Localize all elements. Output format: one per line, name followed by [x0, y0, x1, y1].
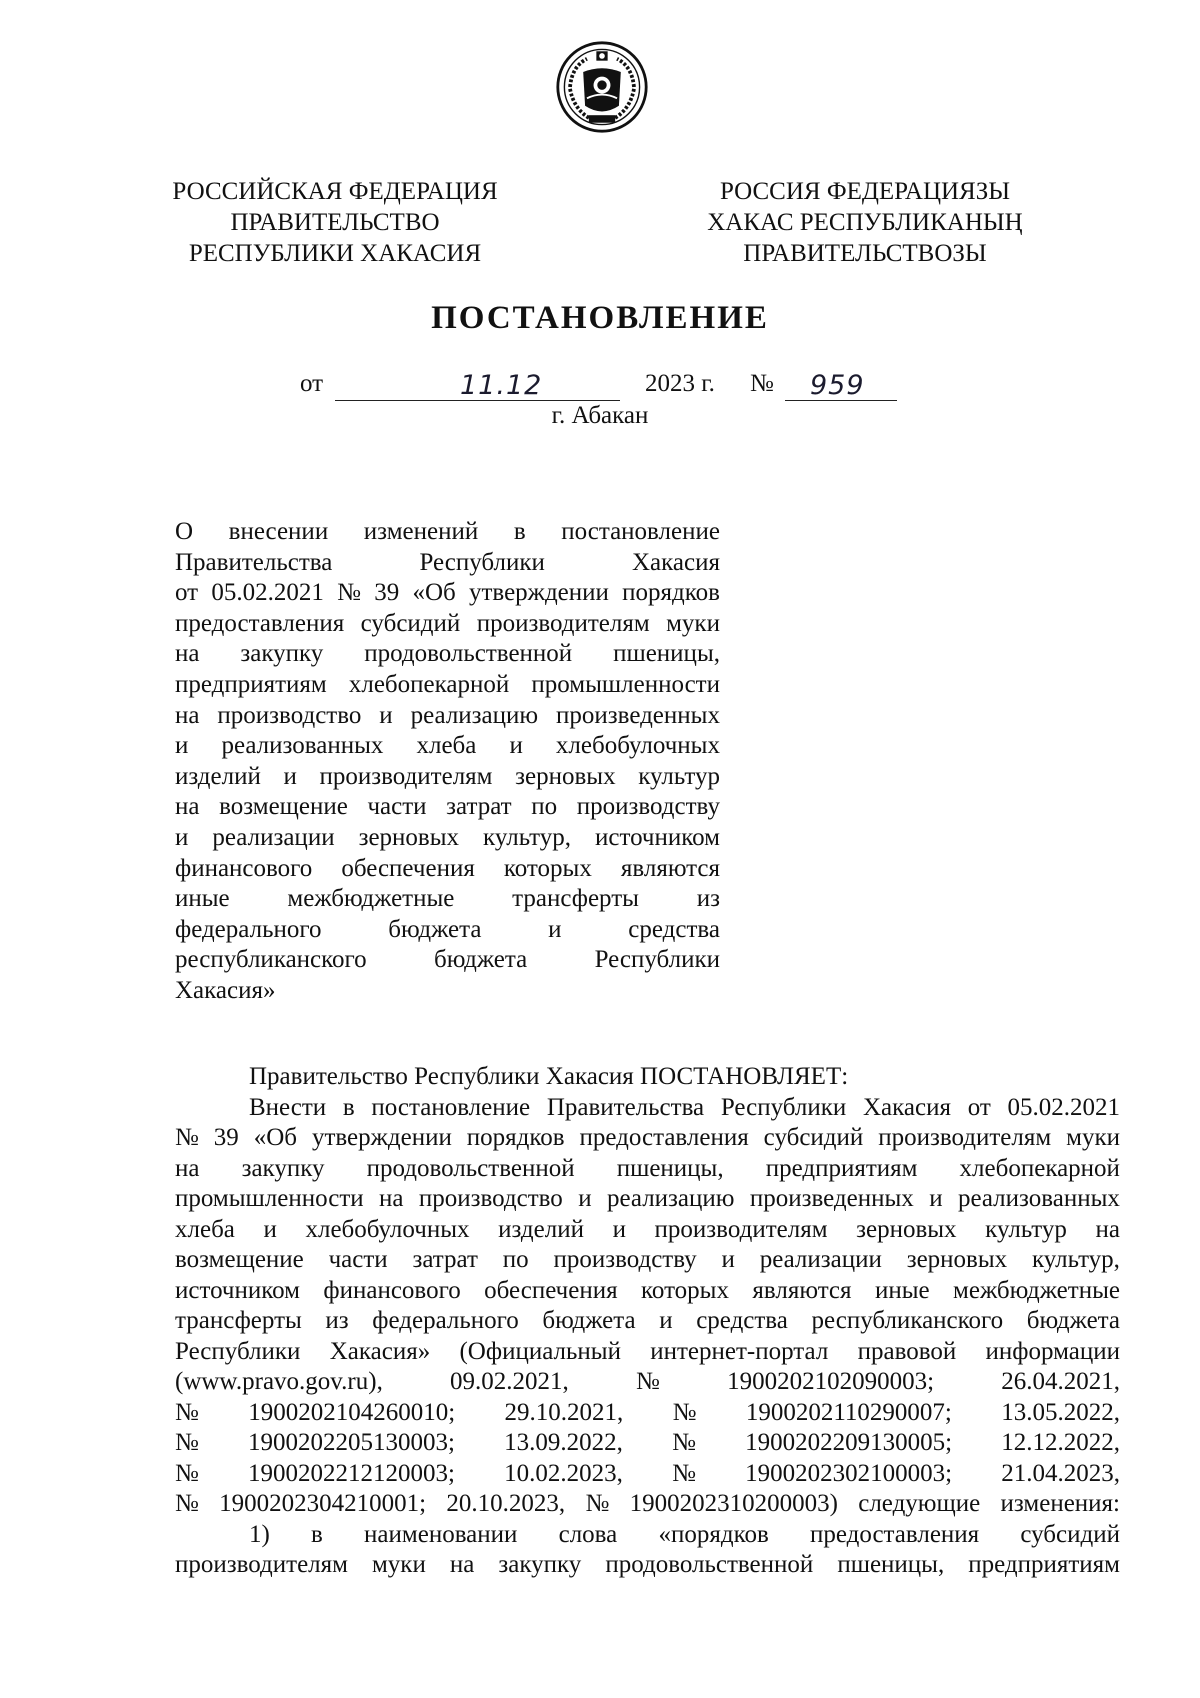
- word: по: [502, 1246, 529, 1273]
- word: предоставления: [809, 1520, 980, 1548]
- word: реализацию: [410, 701, 539, 729]
- city-label: г. Абакан: [551, 402, 649, 429]
- word: следующие: [858, 1490, 981, 1517]
- body-line: [175, 1184, 1120, 1215]
- word: части: [328, 1246, 388, 1273]
- word: на: [175, 793, 200, 821]
- word: и: [175, 732, 189, 760]
- body-line: Правительство Республики Хакасия ПОСТАНОВЛЯЕТ:: [249, 1063, 849, 1090]
- header-line: ХАКАС РЕСПУБЛИКАНЫҢ: [707, 209, 1023, 236]
- word: хлебопекарной: [348, 670, 510, 698]
- word: порядков: [622, 579, 720, 607]
- word: предприятиям: [968, 1551, 1120, 1578]
- word: бюджета: [542, 1307, 636, 1334]
- word: изделий: [175, 762, 261, 790]
- word: источником: [175, 1276, 300, 1304]
- word: являются: [620, 854, 720, 882]
- header-line: ПРАВИТЕЛЬСТВО: [230, 209, 440, 236]
- word: Правительства: [546, 1093, 705, 1121]
- word: субсидий: [1020, 1520, 1120, 1548]
- word: и: [578, 1185, 592, 1212]
- header-khakas: [680, 176, 1050, 269]
- word: федерального: [175, 915, 322, 943]
- word: №: [337, 579, 361, 607]
- word: затрат: [412, 1246, 478, 1273]
- word: утверждении: [469, 579, 609, 607]
- subject-line: [175, 609, 720, 640]
- word: пшеницы,: [616, 1154, 724, 1182]
- word: и: [283, 762, 297, 790]
- word: республиканского: [175, 946, 367, 974]
- word: реализации: [212, 823, 335, 851]
- word: производителям: [476, 609, 650, 637]
- word: муки: [666, 609, 720, 637]
- word: муки: [1066, 1124, 1120, 1151]
- word: промышленности: [531, 670, 720, 698]
- word: №: [175, 1459, 199, 1487]
- subject-line: [175, 884, 720, 915]
- coat-of-arms-emblem: [555, 40, 649, 134]
- word: продовольственной: [364, 640, 573, 668]
- word: предприятиям: [765, 1154, 918, 1182]
- word: 09.02.2021,: [450, 1368, 569, 1395]
- subject-line: [175, 762, 720, 793]
- word: от: [175, 579, 199, 607]
- word: закупку: [241, 1154, 325, 1182]
- word: продовольственной: [605, 1551, 814, 1578]
- body-line: [175, 1550, 1120, 1581]
- word: информации: [985, 1337, 1120, 1365]
- word: предоставления: [175, 609, 345, 637]
- subject-line: [175, 792, 720, 823]
- word: №: [175, 1398, 199, 1426]
- word: хлеба: [175, 1215, 235, 1243]
- body-line: [175, 1398, 1120, 1429]
- word: в: [513, 518, 526, 545]
- word: 12.12.2022,: [1001, 1429, 1120, 1456]
- word: 10.02.2023,: [504, 1459, 623, 1487]
- body-line: [175, 1276, 1120, 1307]
- word: и: [612, 1215, 626, 1243]
- word: обеспечения: [341, 854, 475, 882]
- word: изменений: [363, 518, 479, 545]
- body-line: [175, 1306, 1120, 1337]
- word: Хакасия»: [329, 1337, 431, 1365]
- word: федерального: [372, 1307, 519, 1334]
- body-line: [175, 1489, 1120, 1520]
- word: (www.pravo.gov.ru),: [175, 1368, 383, 1395]
- word: финансового: [175, 854, 313, 882]
- subject-line: [175, 639, 720, 670]
- word: интернет-портал: [650, 1337, 829, 1365]
- word: производителям: [175, 1551, 348, 1578]
- word: зерновых: [358, 823, 460, 851]
- subject-line: [175, 670, 720, 701]
- word: «Об: [412, 579, 456, 607]
- word: производству: [553, 1246, 697, 1273]
- word: культур: [638, 762, 720, 790]
- word: реализованных: [221, 732, 384, 760]
- word: 39: [374, 579, 400, 607]
- word: №: [672, 1459, 696, 1487]
- word: на: [1095, 1215, 1120, 1243]
- word: обеспечения: [484, 1276, 618, 1304]
- word: 20.10.2023,: [446, 1490, 566, 1517]
- word: №: [175, 1124, 199, 1151]
- body-text: [175, 1062, 1120, 1581]
- word: Республики: [175, 1337, 301, 1365]
- word: Хакасия: [862, 1093, 951, 1121]
- word: и: [929, 1185, 943, 1212]
- header-russian: [150, 176, 520, 269]
- word: №: [175, 1490, 199, 1517]
- word: 26.04.2021,: [1001, 1368, 1120, 1395]
- word: 1900202205130003;: [248, 1429, 455, 1456]
- word: в: [342, 1093, 355, 1121]
- word: являются: [752, 1276, 852, 1304]
- word: в: [311, 1520, 323, 1548]
- body-line: [175, 1459, 1120, 1490]
- word: изделий: [498, 1215, 584, 1243]
- body-line: [175, 1215, 1120, 1246]
- word: бюджета: [434, 946, 528, 974]
- word: на: [175, 640, 200, 668]
- word: Республики: [594, 946, 720, 974]
- word: бюджета: [388, 915, 482, 943]
- word: 1900202302100003;: [745, 1459, 953, 1487]
- word: произведенных: [556, 701, 720, 729]
- word: от: [967, 1093, 991, 1121]
- word: изменения:: [1000, 1490, 1120, 1517]
- word: производству: [576, 793, 720, 821]
- word: культур,: [483, 823, 571, 851]
- word: и: [721, 1246, 735, 1273]
- word: закупку: [498, 1551, 582, 1578]
- body-line: [175, 1245, 1120, 1276]
- word: возмещение: [219, 793, 348, 821]
- word: Хакасия: [632, 548, 720, 576]
- word: правовой: [857, 1337, 957, 1365]
- subject-block: [175, 517, 720, 1007]
- word: и: [659, 1307, 673, 1334]
- word: постановление: [371, 1093, 531, 1121]
- word: на: [175, 1154, 200, 1182]
- word: и: [379, 701, 393, 729]
- word: межбюджетные: [287, 885, 455, 913]
- word: возмещение: [175, 1246, 304, 1273]
- word: произведенных: [749, 1185, 914, 1212]
- word: части: [367, 793, 427, 821]
- word: республиканского: [811, 1307, 1004, 1334]
- word: межбюджетные: [953, 1276, 1120, 1304]
- header-line: РОССИЙСКАЯ ФЕДЕРАЦИЯ: [172, 178, 498, 205]
- word: зерновых: [856, 1215, 957, 1243]
- word: Республики: [419, 548, 545, 576]
- word: которых: [641, 1276, 729, 1304]
- word: хлебопекарной: [959, 1154, 1120, 1182]
- word: О: [175, 518, 194, 545]
- word: 13.05.2022,: [1001, 1398, 1120, 1426]
- word: на: [449, 1551, 475, 1578]
- word: 1900202212120003;: [248, 1459, 455, 1487]
- subject-line: [175, 823, 720, 854]
- word: иные: [874, 1276, 930, 1304]
- body-line: [175, 1093, 1120, 1124]
- handwritten-number: 959: [810, 370, 865, 401]
- word: №: [636, 1368, 660, 1395]
- header-line: РОССИЯ ФЕДЕРАЦИЯЗЫ: [719, 178, 1011, 205]
- word: «порядков: [658, 1520, 769, 1548]
- word: субсидий: [763, 1124, 864, 1151]
- word: по: [531, 793, 558, 821]
- word: средства: [628, 915, 720, 943]
- word: (Официальный: [459, 1337, 621, 1365]
- subject-line: Хакасия»: [175, 976, 276, 1004]
- word: трансферты: [175, 1307, 302, 1334]
- year-label: 2023 г.: [645, 370, 715, 397]
- subject-line: [175, 548, 720, 579]
- from-label: от: [300, 370, 324, 397]
- word: реализации: [759, 1246, 882, 1273]
- word: реализованных: [957, 1185, 1120, 1212]
- body-line: [175, 1154, 1120, 1185]
- word: внесении: [228, 518, 329, 545]
- word: субсидий: [360, 609, 461, 637]
- word: слова: [558, 1520, 618, 1548]
- word: средства: [696, 1307, 788, 1334]
- subject-line: [175, 854, 720, 885]
- word: 1900202310200003): [629, 1490, 838, 1517]
- word: 21.04.2023,: [1001, 1459, 1120, 1487]
- body-line: [175, 1123, 1120, 1154]
- word: наименовании: [364, 1520, 518, 1548]
- word: на: [379, 1185, 404, 1212]
- word: производителям: [654, 1215, 828, 1243]
- word: №: [585, 1490, 610, 1517]
- word: хлебобулочных: [555, 732, 720, 760]
- word: зерновых: [515, 762, 616, 790]
- word: и: [548, 915, 562, 943]
- word: трансферты: [512, 885, 639, 913]
- word: 1900202102090003;: [727, 1368, 935, 1395]
- word: 39: [213, 1124, 239, 1151]
- word: культур: [985, 1215, 1067, 1243]
- word: на: [175, 701, 200, 729]
- word: постановление: [561, 518, 720, 545]
- word: 1900202209130005;: [745, 1429, 953, 1456]
- word: бюджета: [1026, 1307, 1120, 1334]
- word: порядков: [466, 1124, 565, 1151]
- word: затрат: [446, 793, 512, 821]
- word: из: [325, 1307, 349, 1334]
- word: предприятиям: [175, 670, 327, 698]
- word: Республики: [720, 1093, 847, 1121]
- word: 1900202304210001;: [219, 1490, 427, 1517]
- word: и: [263, 1215, 277, 1243]
- word: 05.02.2021: [211, 579, 324, 607]
- word: производство: [418, 1185, 563, 1212]
- word: продовольственной: [366, 1154, 575, 1182]
- word: хлебобулочных: [305, 1215, 470, 1243]
- date-number-row: [300, 370, 900, 404]
- word: производство: [217, 701, 362, 729]
- word: №: [672, 1398, 697, 1426]
- word: Внести: [249, 1093, 327, 1121]
- word: которых: [503, 854, 592, 882]
- word: промышленности: [175, 1185, 364, 1212]
- body-line: [175, 1337, 1120, 1368]
- word: реализацию: [606, 1185, 735, 1212]
- word: пшеницы,: [837, 1551, 945, 1578]
- word: культур,: [1031, 1246, 1120, 1273]
- word: и: [175, 823, 189, 851]
- number-label: №: [750, 370, 774, 397]
- subject-line: [175, 578, 720, 609]
- word: 1): [249, 1520, 270, 1548]
- word: источником: [595, 823, 720, 851]
- subject-line: [175, 731, 720, 762]
- word: №: [175, 1429, 199, 1456]
- word: предоставления: [579, 1124, 749, 1151]
- word: 1900202104260010;: [248, 1398, 456, 1426]
- handwritten-date: 11.12: [460, 370, 543, 401]
- word: №: [672, 1429, 696, 1456]
- word: «Об: [253, 1124, 298, 1151]
- body-line: [175, 1520, 1120, 1551]
- header-line: ПРАВИТЕЛЬСТВОЗЫ: [743, 240, 987, 267]
- word: из: [696, 885, 720, 913]
- word: производителям: [319, 762, 493, 790]
- document-title: ПОСТАНОВЛЕНИЕ: [431, 300, 769, 336]
- word: утверждении: [311, 1124, 452, 1151]
- word: 13.09.2022,: [504, 1429, 623, 1456]
- word: финансового: [323, 1276, 461, 1304]
- body-line: [175, 1367, 1120, 1398]
- subject-line: [175, 517, 720, 548]
- word: производителям: [878, 1124, 1052, 1151]
- word: и: [509, 732, 523, 760]
- subject-line: [175, 701, 720, 732]
- word: закупку: [240, 640, 324, 668]
- word: хлеба: [416, 732, 477, 760]
- word: 29.10.2021,: [504, 1398, 624, 1426]
- word: 05.02.2021: [1007, 1093, 1120, 1121]
- subject-line: [175, 945, 720, 976]
- subject-line: [175, 915, 720, 946]
- word: иные: [175, 885, 230, 913]
- word: зерновых: [906, 1246, 1008, 1273]
- body-line: [175, 1428, 1120, 1459]
- word: 1900202110290007;: [745, 1398, 952, 1426]
- word: муки: [371, 1551, 426, 1578]
- word: Правительства: [175, 548, 333, 576]
- word: пшеницы,: [613, 640, 720, 668]
- header-line: РЕСПУБЛИКИ ХАКАСИЯ: [188, 240, 482, 267]
